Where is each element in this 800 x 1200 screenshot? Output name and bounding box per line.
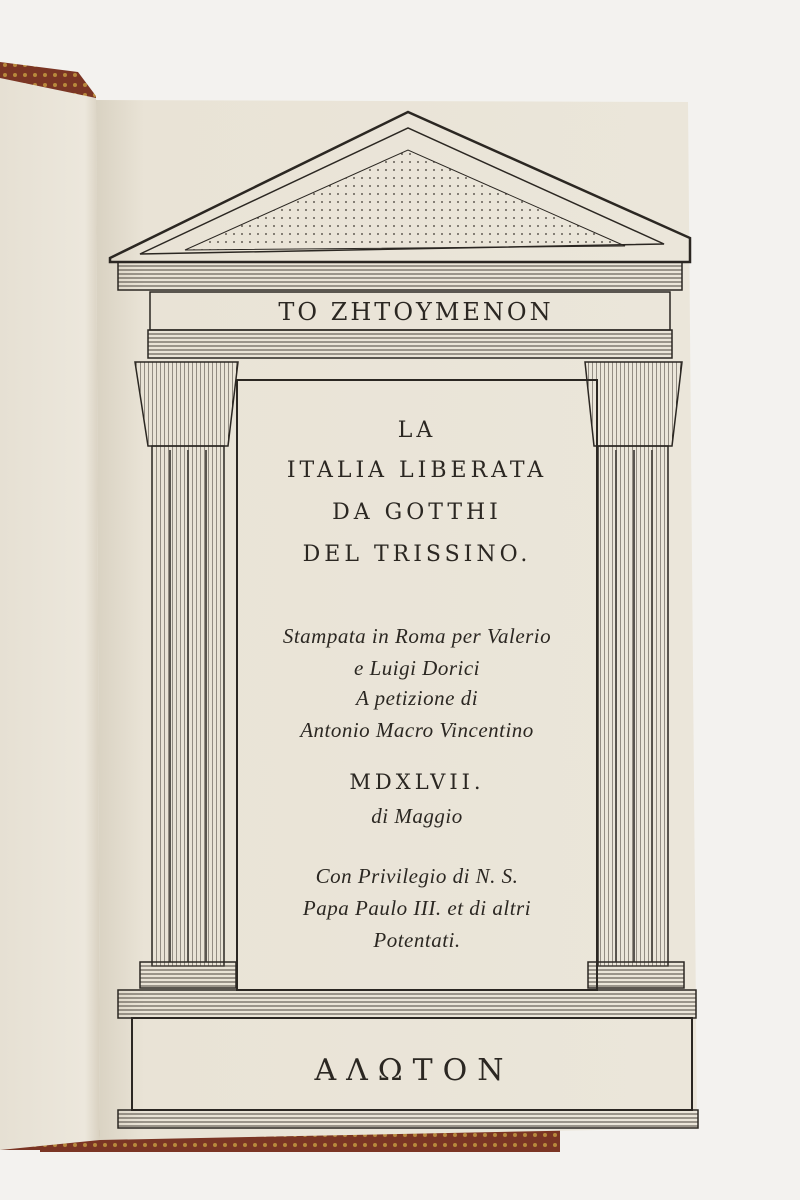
imprint-line-3: A petizione di	[355, 686, 479, 710]
frieze-inscription: ΤΟ ΖΗΤΟΥΜΕΝΟΝ	[278, 298, 554, 326]
imprint-line-2: e Luigi Dorici	[354, 656, 480, 680]
privilege-line-2: Papa Paulo III. et di altri	[302, 896, 532, 920]
privilege-line-3: Potentati.	[373, 928, 461, 952]
title-line-2: ITALIA LIBERATA	[286, 458, 548, 483]
left-page	[0, 78, 100, 1150]
publication-month: di Maggio	[371, 804, 463, 828]
title-page-text	[237, 380, 597, 990]
privilege-line-1: Con Privilegio di N. S.	[315, 864, 519, 888]
plinth-inscription: ΑΛΩΤΟΝ	[314, 1053, 514, 1088]
imprint-line-4: Antonio Macro Vincentino	[300, 718, 534, 742]
title-line-1: LA	[397, 418, 437, 443]
title-line-3: DA GOTTHI	[332, 500, 502, 525]
title-line-4: DEL TRISSINO.	[302, 542, 532, 567]
publication-date: MDXLVII.	[349, 770, 485, 794]
imprint-line-1: Stampata in Roma per Valerio	[282, 624, 552, 648]
